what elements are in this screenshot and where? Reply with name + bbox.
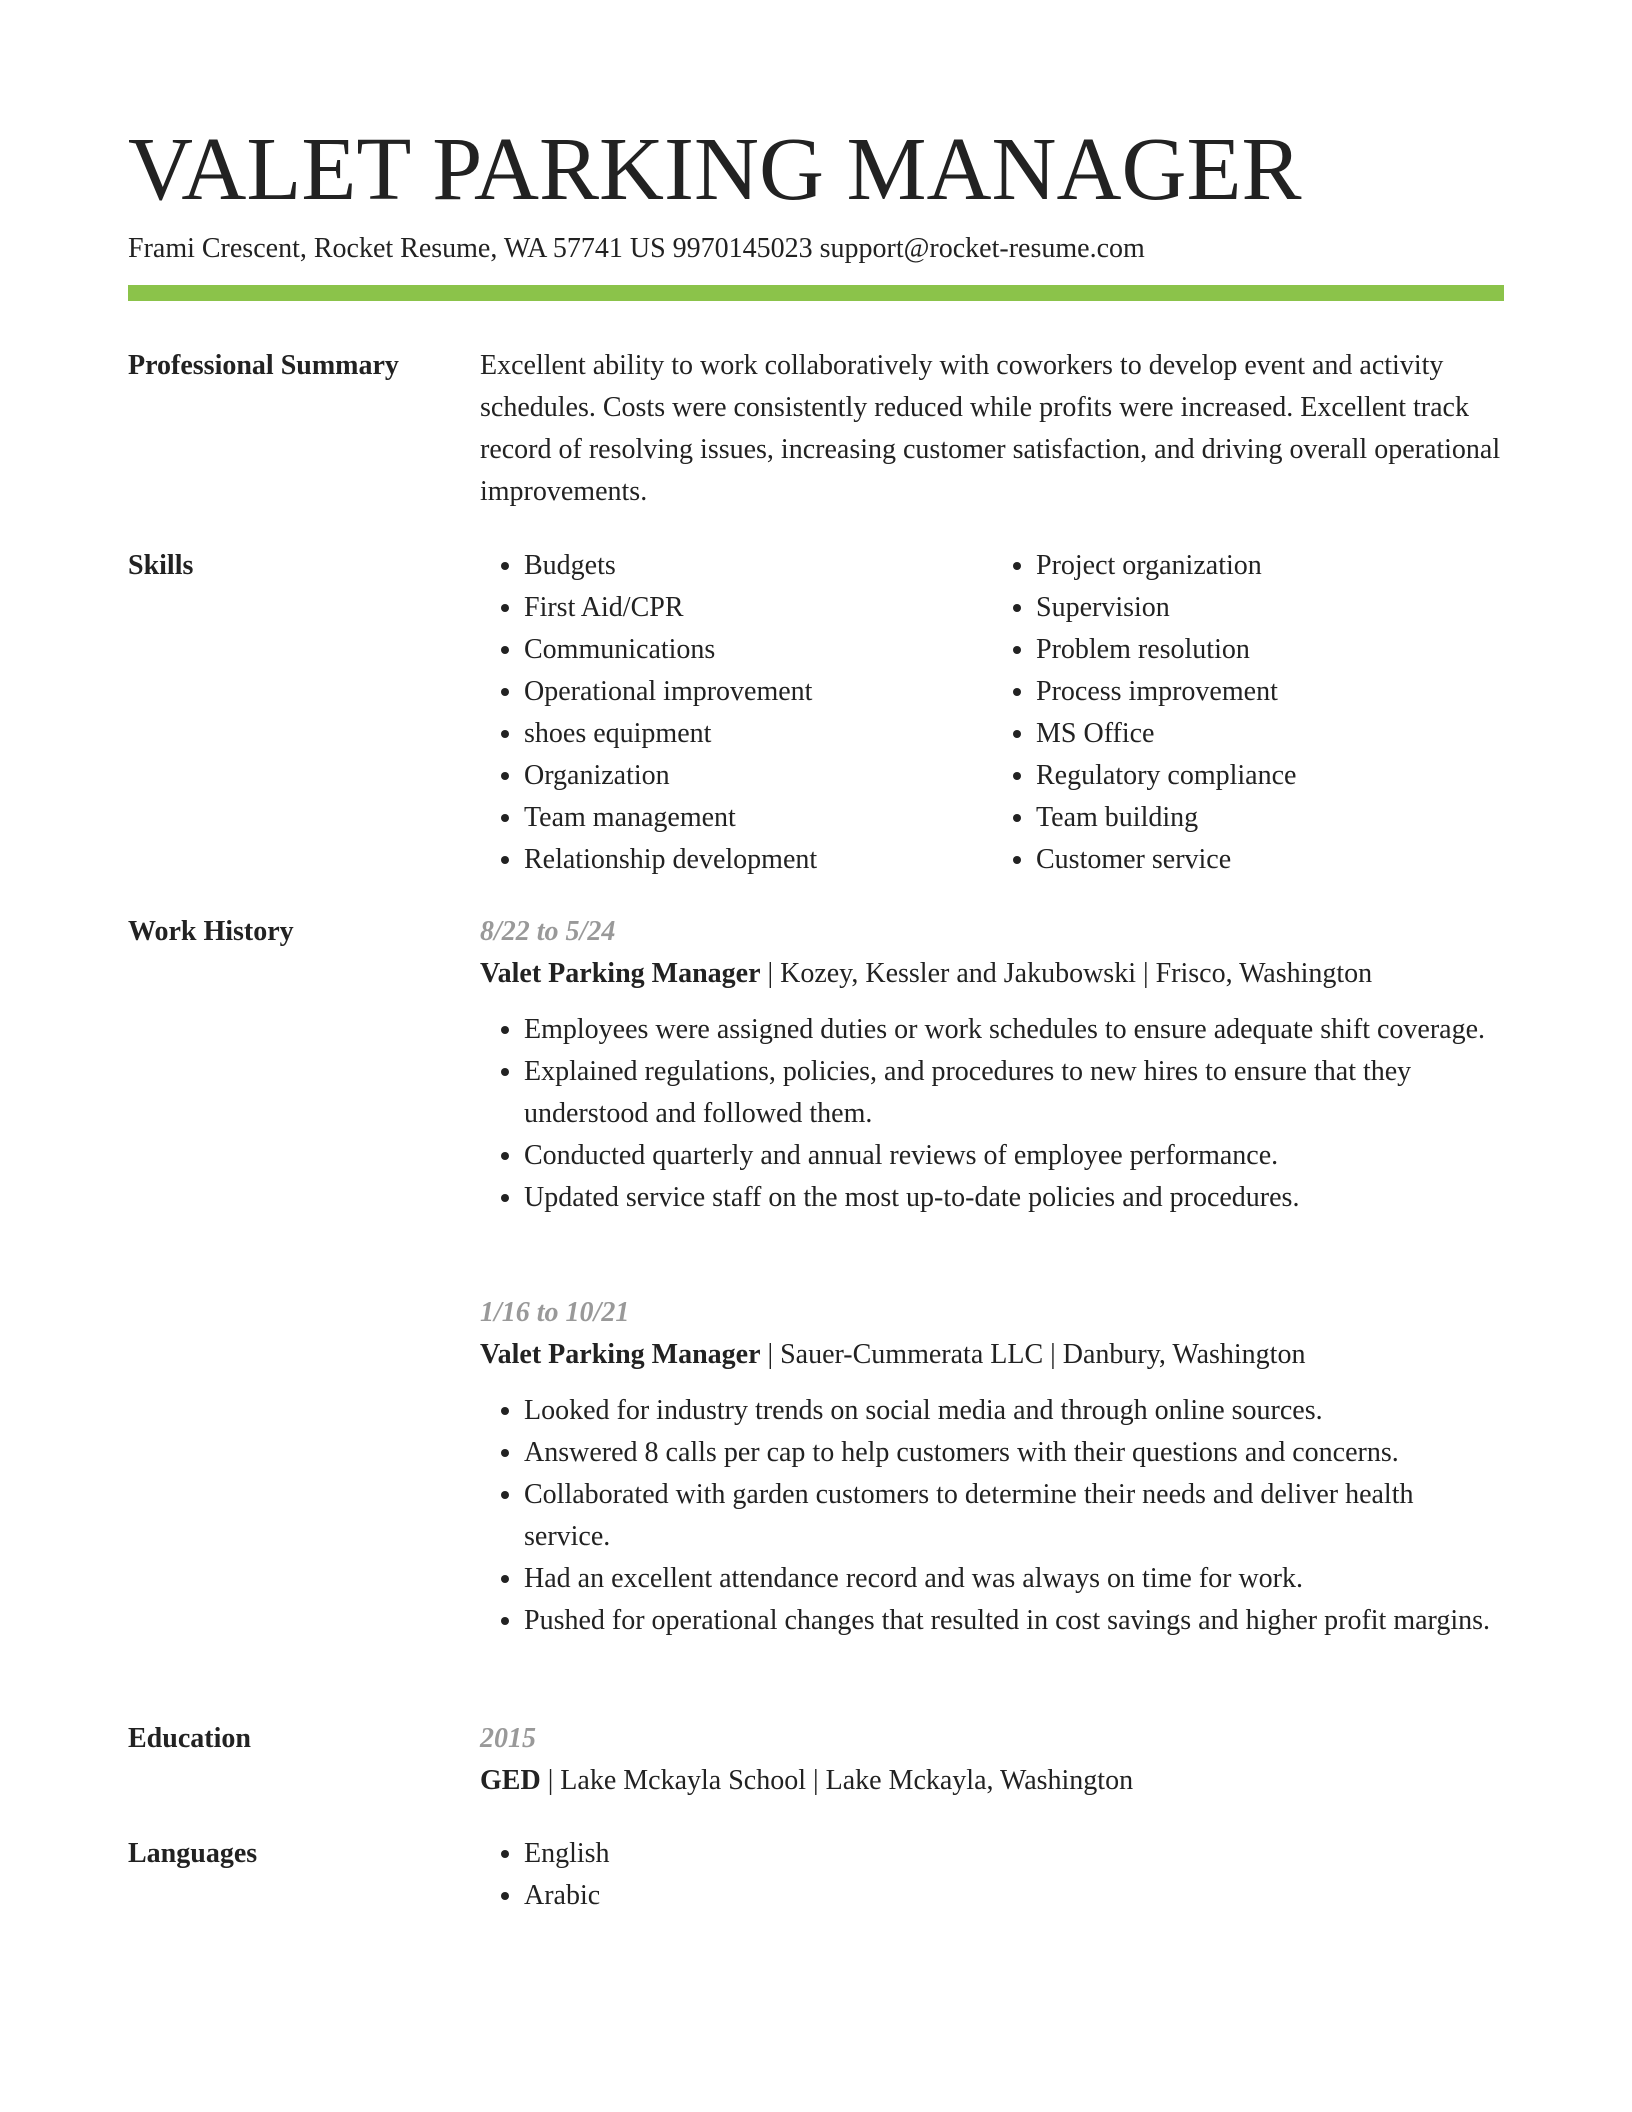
skill-item: • Problem resolution — [1036, 629, 1504, 671]
languages-label: Languages — [128, 1838, 258, 1869]
skill-item: • Process improvement — [1036, 671, 1504, 713]
skill-item: • Communications — [524, 629, 992, 671]
education-heading — [480, 1760, 1504, 1802]
languages-list — [480, 1833, 1504, 1917]
work-history-label: Work History — [128, 916, 294, 947]
skill-item: • Regulatory compliance — [1036, 755, 1504, 797]
job-heading — [480, 1334, 1504, 1376]
skill-item: • shoes equipment — [524, 713, 992, 755]
skill-item: • Customer service — [1036, 839, 1504, 881]
contact-line: Frami Crescent, Rocket Resume, WA 57741 US 9970145023 support@rocket-resume.com — [128, 233, 1145, 264]
job-bullet: • Explained regulations, policies, and procedures to new hires to ensure that they understood and followed them. — [524, 1051, 1504, 1135]
skill-item: • Supervision — [1036, 587, 1504, 629]
job-bullet: • Employees were assigned duties or work schedules to ensure adequate shift coverage. — [524, 1009, 1504, 1051]
job-bullets — [480, 1390, 1504, 1642]
education-label: Education — [128, 1723, 251, 1754]
job-entry — [480, 911, 1504, 1219]
education-school-location: | Lake Mckayla School | Lake Mckayla, Washington — [540, 1765, 1134, 1796]
job-dates: 1/16 to 10/21 — [480, 1297, 630, 1328]
job-entry — [480, 1292, 1504, 1642]
job-bullet: • Answered 8 calls per cap to help customers with their questions and concerns. — [524, 1432, 1504, 1474]
job-bullet: • Looked for industry trends on social media and through online sources. — [524, 1390, 1504, 1432]
job-bullet: • Had an excellent attendance record and was always on time for work. — [524, 1558, 1504, 1600]
job-bullet: • Conducted quarterly and annual reviews of employee performance. — [524, 1135, 1504, 1177]
job-title: Valet Parking Manager — [480, 958, 761, 989]
resume-title: VALET PARKING MANAGER — [128, 120, 1302, 219]
language-item: • English — [524, 1833, 1504, 1875]
skill-item: • MS Office — [1036, 713, 1504, 755]
skill-item: • Team management — [524, 797, 992, 839]
job-heading — [480, 953, 1504, 995]
job-dates: 8/22 to 5/24 — [480, 916, 616, 947]
summary-label: Professional Summary — [128, 350, 399, 381]
skills-label: Skills — [128, 550, 194, 581]
job-title: Valet Parking Manager — [480, 1339, 761, 1370]
job-employer-location: | Kozey, Kessler and Jakubowski | Frisco, Washington — [760, 958, 1373, 989]
job-bullet: • Collaborated with garden customers to determine their needs and deliver health service. — [524, 1474, 1504, 1558]
language-item: • Arabic — [524, 1875, 1504, 1917]
job-employer-location: | Sauer-Cummerata LLC | Danbury, Washington — [760, 1339, 1306, 1370]
job-bullet: • Pushed for operational changes that resulted in cost savings and higher profit margins. — [524, 1600, 1504, 1642]
skills-list-right — [992, 545, 1504, 881]
skill-item: • Operational improvement — [524, 671, 992, 713]
skill-item: • Relationship development — [524, 839, 992, 881]
summary-text: Excellent ability to work collaboratively with coworkers to develop event and activity schedules. Costs were consistently reduced while profits were increased. Excellent track record of resolving issues, increasing customer satisfaction, and driving overall operational improvements. — [480, 350, 1501, 507]
job-bullets — [480, 1009, 1504, 1219]
job-bullet: • Updated service staff on the most up-to-date policies and procedures. — [524, 1177, 1504, 1219]
education-year: 2015 — [480, 1723, 536, 1754]
skill-item: • Organization — [524, 755, 992, 797]
skill-item: • Team building — [1036, 797, 1504, 839]
skill-item: • Budgets — [524, 545, 992, 587]
skills-list-left — [480, 545, 992, 881]
skill-item: • First Aid/CPR — [524, 587, 992, 629]
education-degree: GED — [480, 1765, 541, 1796]
header-divider — [128, 285, 1504, 301]
skill-item: • Project organization — [1036, 545, 1504, 587]
